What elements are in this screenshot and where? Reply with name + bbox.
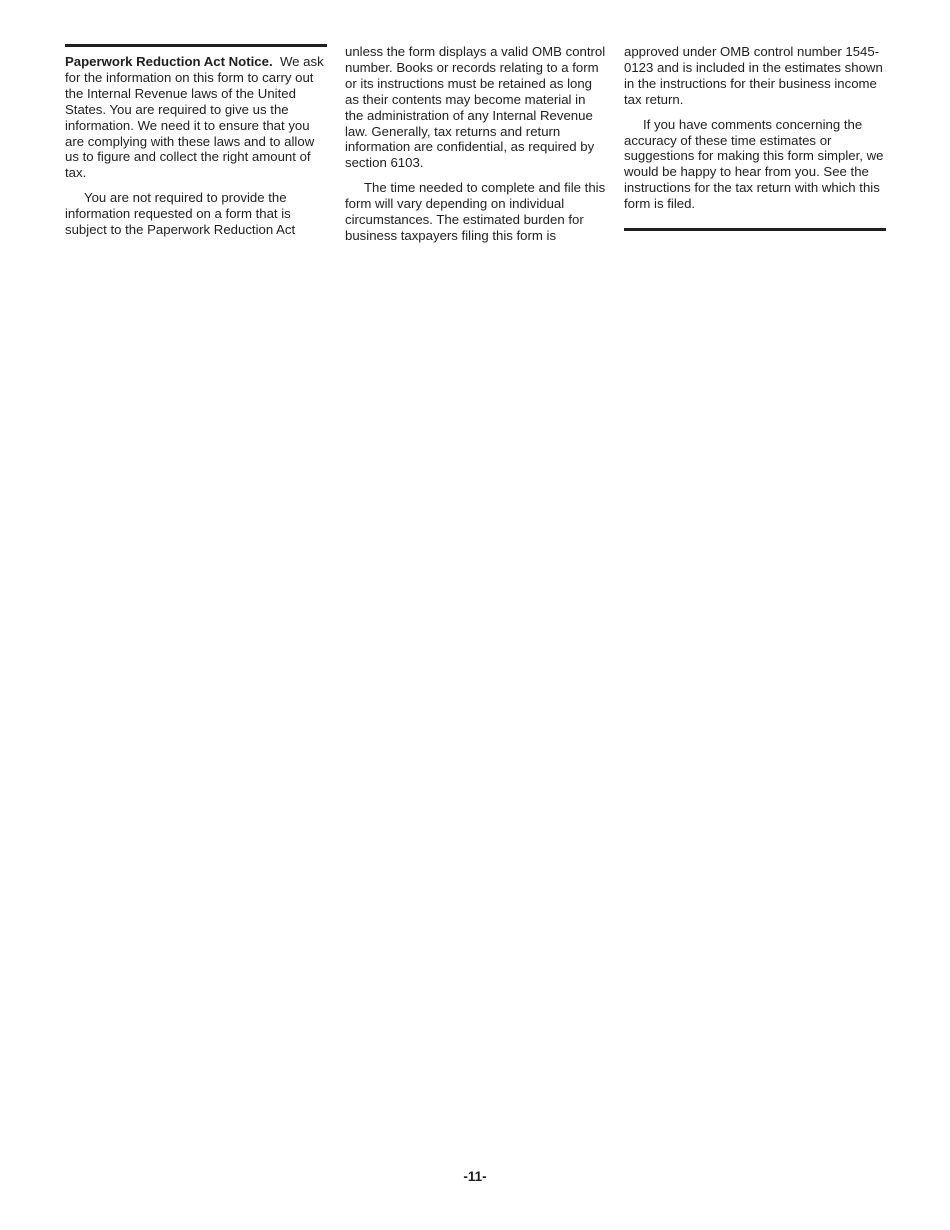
notice-paragraph-5: approved under OMB control number 1545-0123 and is included in the estimates shown in the instructions for their business income tax return. (624, 44, 883, 107)
column-3 (624, 44, 886, 212)
notice-paragraph-2: You are not required to provide the information requested on a form that is subject to the Paperwork Reduction Act (65, 190, 296, 238)
notice-paragraph-4: The time needed to complete and file this form will vary depending on individual circumstances. The estimated burden for business taxpayers filing this form is (345, 180, 606, 243)
page-number: -11- (463, 1169, 487, 1184)
notice-paragraph-1 (65, 54, 327, 181)
column-1 (65, 44, 327, 238)
notice-heading: Paperwork Reduction Act Notice. (65, 54, 273, 69)
notice-paragraph-3: unless the form displays a valid OMB control number. Books or records relating to a form or its instructions must be retained as long as their contents may become material in the administration of any Internal Revenue law. Generally, tax returns and return information are confidential, as required by section 6103. (345, 44, 606, 171)
section-top-rule (65, 44, 327, 238)
notice-paragraph-1-text: We ask for the information on this form to carry out the Internal Revenue laws of the United States. You are required to give us the information. We need it to ensure that you are complying with these laws and to allow us to figure and collect the right amount of tax. (65, 54, 324, 181)
column-2 (345, 44, 607, 244)
section-end-rule (624, 228, 886, 231)
notice-paragraph-6: If you have comments concerning the accuracy of these time estimates or suggestions for making this form simpler, we would be happy to hear from you. See the instructions for the tax return with which this form is filed. (624, 116, 884, 212)
